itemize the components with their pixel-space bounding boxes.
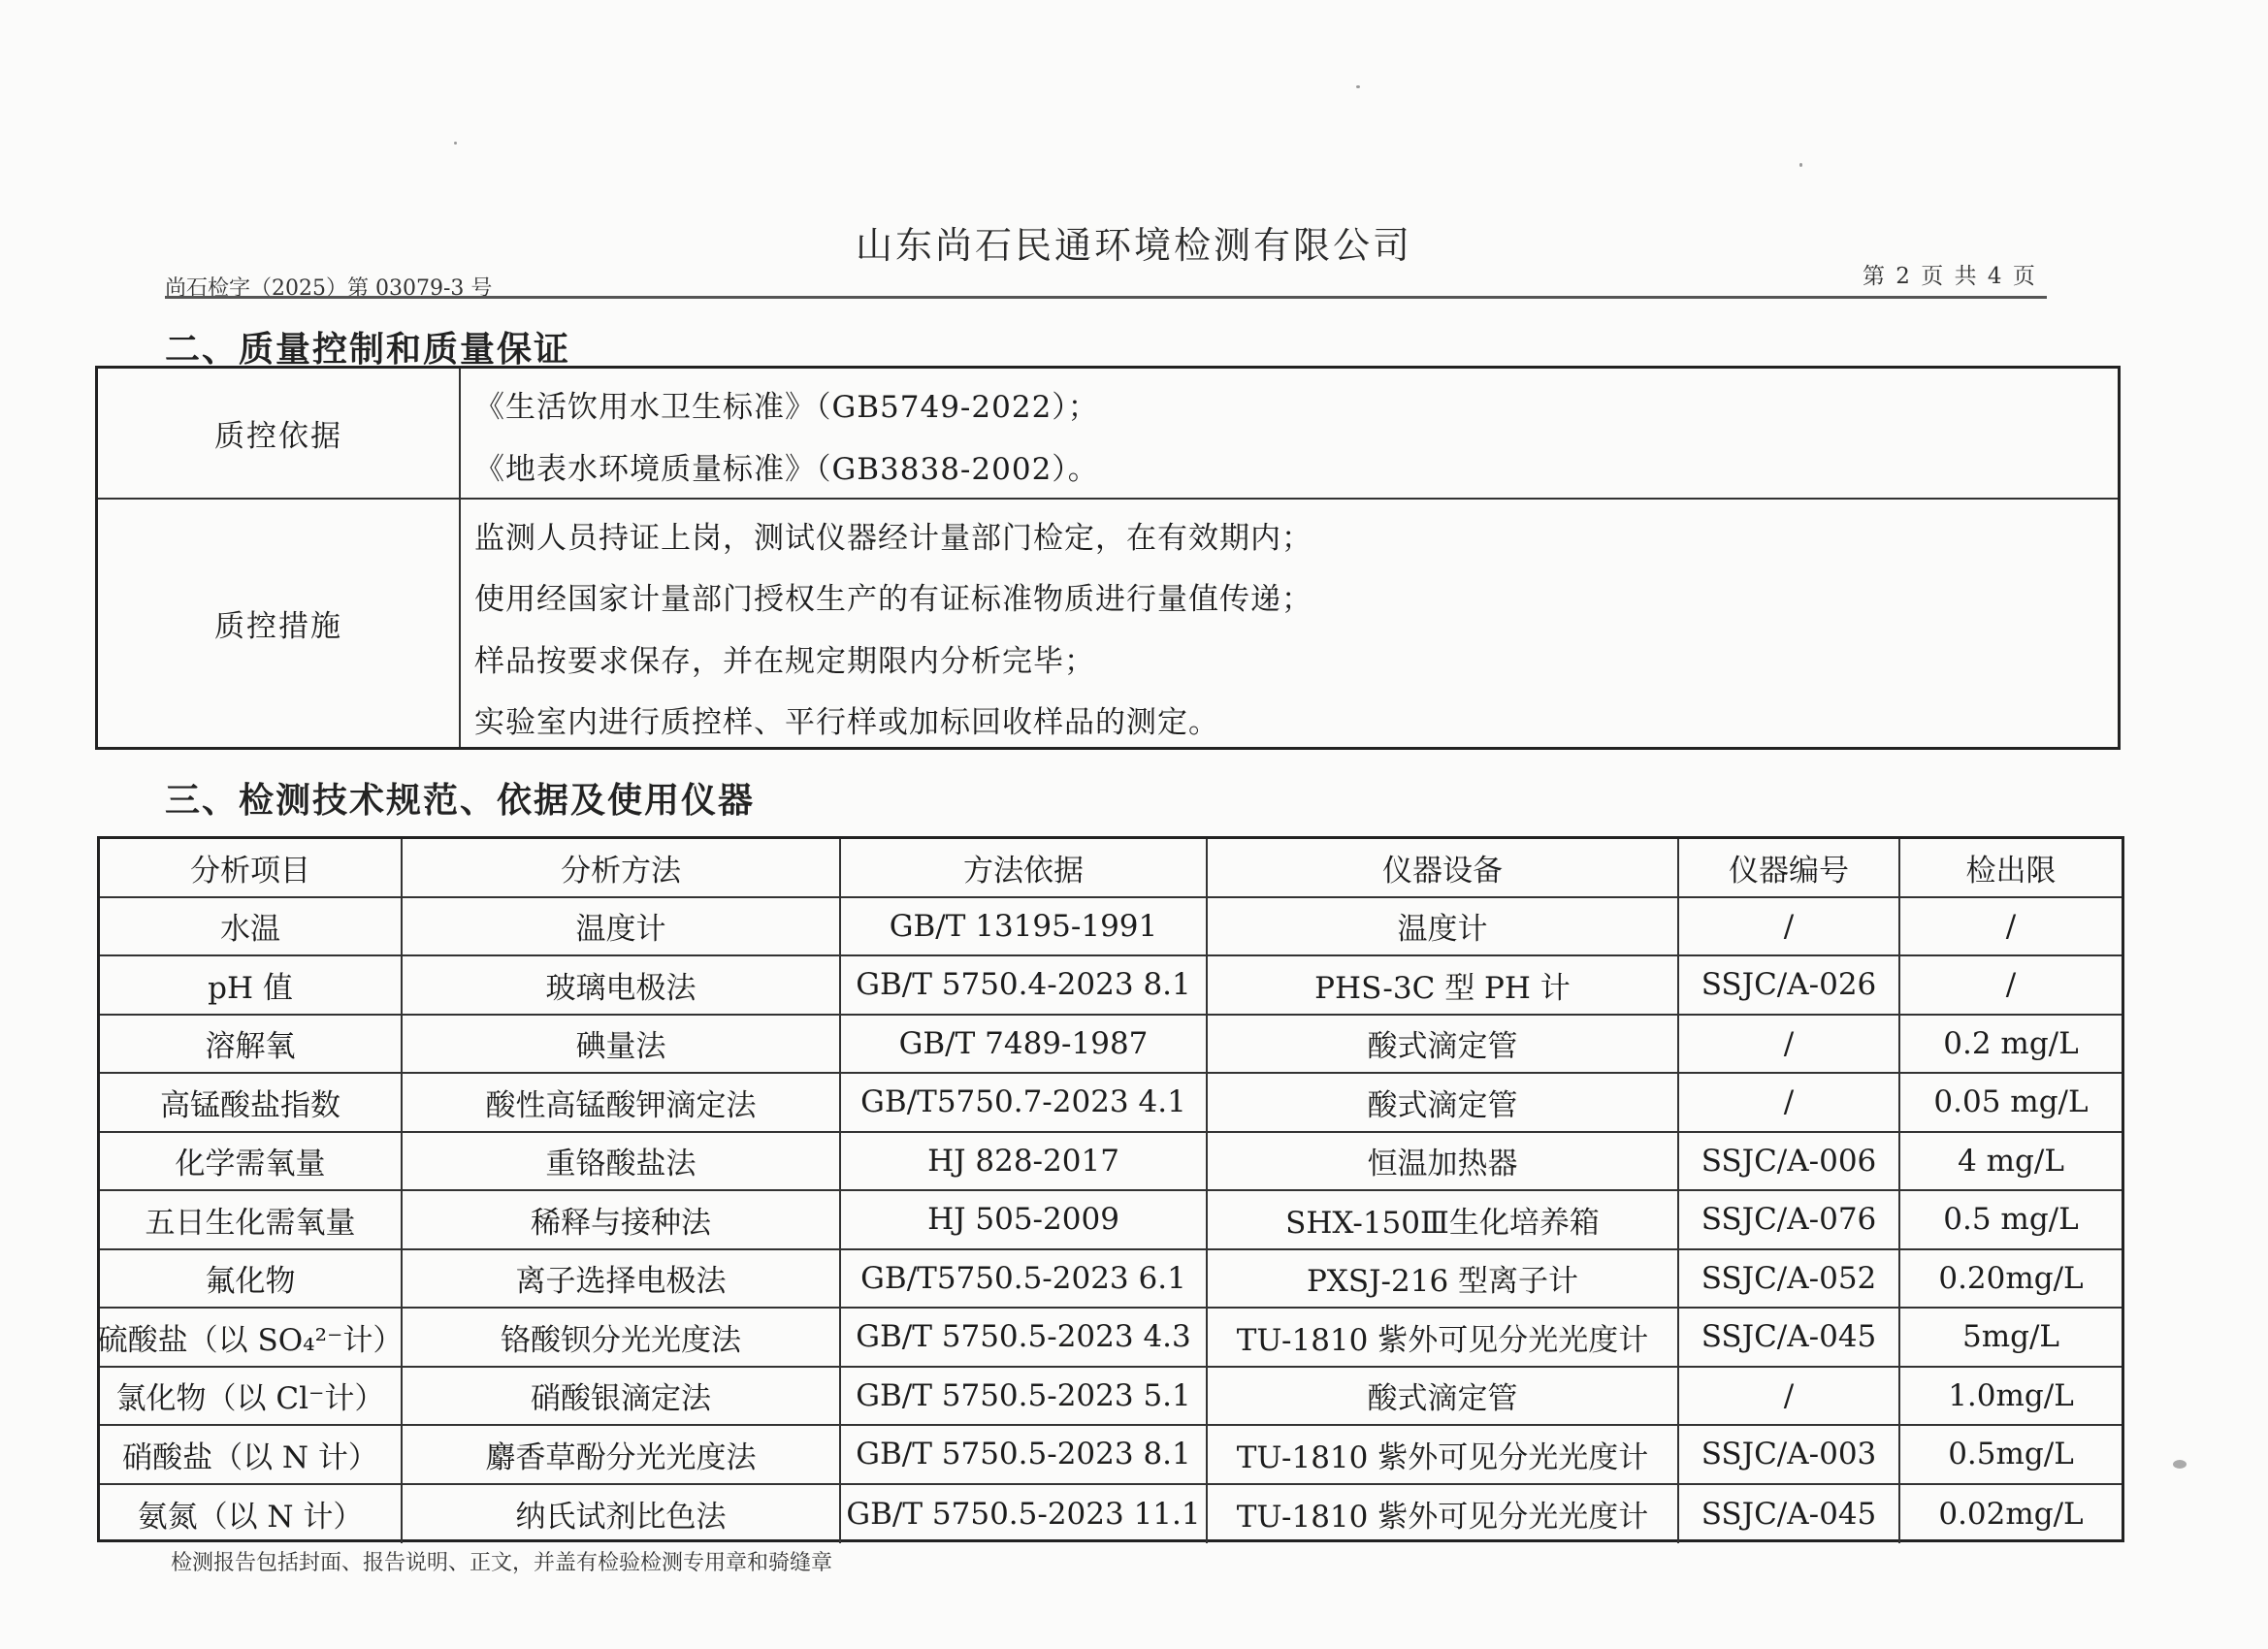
cell-detection-limit: 0.5mg/L [1948, 1437, 2074, 1472]
cell-item: 硫酸盐（以 SO₄²⁻计） [100, 1309, 403, 1366]
cell-method: 离子选择电极法 [403, 1250, 841, 1308]
qc-label-basis: 质控依据 [98, 369, 461, 498]
cell-instrument: TU-1810 紫外可见分光光度计 [1208, 1426, 1679, 1483]
table-row [100, 898, 2122, 957]
qc-content-basis [474, 369, 2108, 498]
header-cell: 方法依据 [841, 839, 1208, 896]
cell-instrument-id: / [1679, 1074, 1900, 1131]
cell-method: 稀释与接种法 [403, 1191, 841, 1248]
cell-instrument-id: SSJC/A-052 [1679, 1250, 1900, 1308]
cell-detection-limit: 0.5 mg/L [1943, 1202, 2079, 1238]
cell-instrument: PHS-3C 型 PH 计 [1208, 956, 1679, 1014]
cell-standard: GB/T 13195-1991 [841, 898, 1208, 955]
cell-item: 氟化物 [100, 1250, 403, 1308]
scan-speck [1356, 85, 1360, 88]
cell-instrument-id: / [1679, 1016, 1900, 1073]
cell-instrument-id: / [1679, 898, 1900, 955]
section-title-methods: 三、检测技术规范、依据及使用仪器 [165, 781, 756, 821]
cell-instrument-id: / [1679, 1368, 1900, 1425]
cell-instrument: PXSJ-216 型离子计 [1208, 1250, 1679, 1308]
qc-basis-line: 《生活饮用水卫生标准》（GB5749-2022）； [474, 390, 1099, 425]
scan-speck [2173, 1460, 2187, 1469]
cell-detection-limit: / [2005, 967, 2017, 1003]
cell-item: 溶解氧 [100, 1016, 403, 1073]
qc-measure-line: 监测人员持证上岗，测试仪器经计量部门检定，在有效期内； [474, 521, 1312, 556]
cell-detection-limit: 0.20mg/L [1938, 1260, 2084, 1296]
cell-method: 酸性高锰酸钾滴定法 [403, 1074, 841, 1131]
cell-item: 水温 [100, 898, 403, 955]
page-indicator: 第 2 页 共 4 页 [1863, 264, 2037, 289]
cell-standard: GB/T5750.5-2023 6.1 [841, 1250, 1208, 1308]
header-cell: 分析项目 [100, 839, 403, 896]
cell-standard: GB/T 5750.5-2023 5.1 [841, 1368, 1208, 1425]
table-row [100, 1368, 2122, 1427]
cell-detection-limit: 0.05 mg/L [1933, 1084, 2089, 1120]
cell-instrument-id: SSJC/A-006 [1679, 1133, 1900, 1190]
cell-instrument-id: SSJC/A-003 [1679, 1426, 1900, 1483]
methods-table [97, 836, 2124, 1542]
cell-instrument: 酸式滴定管 [1208, 1074, 1679, 1131]
cell-detection-limit: 5mg/L [1962, 1319, 2059, 1355]
qc-label-measures: 质控措施 [98, 500, 461, 747]
cell-method: 纳氏试剂比色法 [403, 1485, 841, 1544]
section-title-quality-control: 二、质量控制和质量保证 [165, 330, 571, 370]
cell-detection-limit: 0.02mg/L [1938, 1496, 2084, 1532]
footer-note: 检测报告包括封面、报告说明、正文，并盖有检验检测专用章和骑缝章 [171, 1551, 833, 1575]
table-row [100, 1133, 2122, 1192]
cell-item: 化学需氧量 [100, 1133, 403, 1190]
cell-method: 重铬酸盐法 [403, 1133, 841, 1190]
qc-measure-line: 使用经国家计量部门授权生产的有证标准物质进行量值传递； [474, 582, 1312, 617]
cell-instrument: SHX-150Ⅲ生化培养箱 [1208, 1191, 1679, 1248]
qc-content-measures [474, 500, 2108, 747]
cell-detection-limit: 4 mg/L [1958, 1143, 2064, 1179]
header-cell: 检出限 [1965, 853, 2057, 889]
cell-item: 氯化物（以 Cl⁻计） [100, 1368, 403, 1425]
cell-method: 硝酸银滴定法 [403, 1368, 841, 1425]
header-cell: 仪器设备 [1208, 839, 1679, 896]
cell-method: 温度计 [403, 898, 841, 955]
cell-item: 氨氮（以 N 计） [100, 1485, 403, 1544]
company-name: 山东尚石民通环境检测有限公司 [855, 224, 1412, 267]
table-row [100, 1074, 2122, 1133]
report-number: 尚石检字（2025）第 03079-3 号 [165, 276, 493, 301]
table-row [100, 1250, 2122, 1310]
qc-row-measures [98, 500, 2118, 747]
table-header-row [100, 839, 2122, 898]
cell-standard: HJ 505-2009 [841, 1191, 1208, 1248]
qc-measure-line: 实验室内进行质控样、平行样或加标回收样品的测定。 [474, 705, 1219, 740]
cell-detection-limit: 1.0mg/L [1948, 1377, 2074, 1413]
cell-instrument: TU-1810 紫外可见分光光度计 [1208, 1485, 1679, 1544]
cell-instrument-id: SSJC/A-026 [1679, 956, 1900, 1014]
table-row [100, 1485, 2122, 1544]
cell-item: 五日生化需氧量 [100, 1191, 403, 1248]
table-row [100, 956, 2122, 1016]
cell-method: 玻璃电极法 [403, 956, 841, 1014]
cell-detection-limit: / [2005, 908, 2017, 944]
cell-instrument: 恒温加热器 [1208, 1133, 1679, 1190]
cell-method: 碘量法 [403, 1016, 841, 1073]
cell-standard: GB/T 7489-1987 [841, 1016, 1208, 1073]
header-cell: 仪器编号 [1679, 839, 1900, 896]
header-cell: 分析方法 [403, 839, 841, 896]
cell-method: 铬酸钡分光光度法 [403, 1309, 841, 1366]
table-row [97, 1309, 2122, 1368]
scan-speck [1799, 163, 1802, 167]
quality-control-table [95, 366, 2121, 750]
cell-instrument-id: SSJC/A-045 [1679, 1485, 1900, 1544]
cell-standard: HJ 828-2017 [841, 1133, 1208, 1190]
cell-standard: GB/T 5750.5-2023 11.1 [841, 1485, 1208, 1544]
cell-detection-limit: 0.2 mg/L [1943, 1025, 2079, 1061]
cell-method: 麝香草酚分光光度法 [403, 1426, 841, 1483]
table-row [100, 1191, 2122, 1250]
cell-standard: GB/T5750.7-2023 4.1 [841, 1074, 1208, 1131]
cell-standard: GB/T 5750.4-2023 8.1 [841, 956, 1208, 1014]
table-row [100, 1426, 2122, 1485]
cell-item: pH 值 [100, 956, 403, 1014]
qc-measure-line: 样品按要求保存，并在规定期限内分析完毕； [474, 644, 1095, 679]
cell-standard: GB/T 5750.5-2023 4.3 [841, 1309, 1208, 1366]
cell-item: 硝酸盐（以 N 计） [100, 1426, 403, 1483]
qc-basis-line: 《地表水环境质量标准》（GB3838-2002）。 [474, 452, 1099, 487]
cell-instrument: 温度计 [1208, 898, 1679, 955]
scan-speck [454, 142, 457, 145]
cell-instrument: 酸式滴定管 [1208, 1368, 1679, 1425]
cell-item: 高锰酸盐指数 [100, 1074, 403, 1131]
cell-instrument-id: SSJC/A-045 [1679, 1309, 1900, 1366]
table-row [100, 1016, 2122, 1075]
cell-instrument: TU-1810 紫外可见分光光度计 [1208, 1309, 1679, 1366]
qc-row-basis [98, 369, 2118, 500]
header-divider [165, 296, 2047, 299]
cell-standard: GB/T 5750.5-2023 8.1 [841, 1426, 1208, 1483]
cell-instrument: 酸式滴定管 [1208, 1016, 1679, 1073]
cell-instrument-id: SSJC/A-076 [1679, 1191, 1900, 1248]
